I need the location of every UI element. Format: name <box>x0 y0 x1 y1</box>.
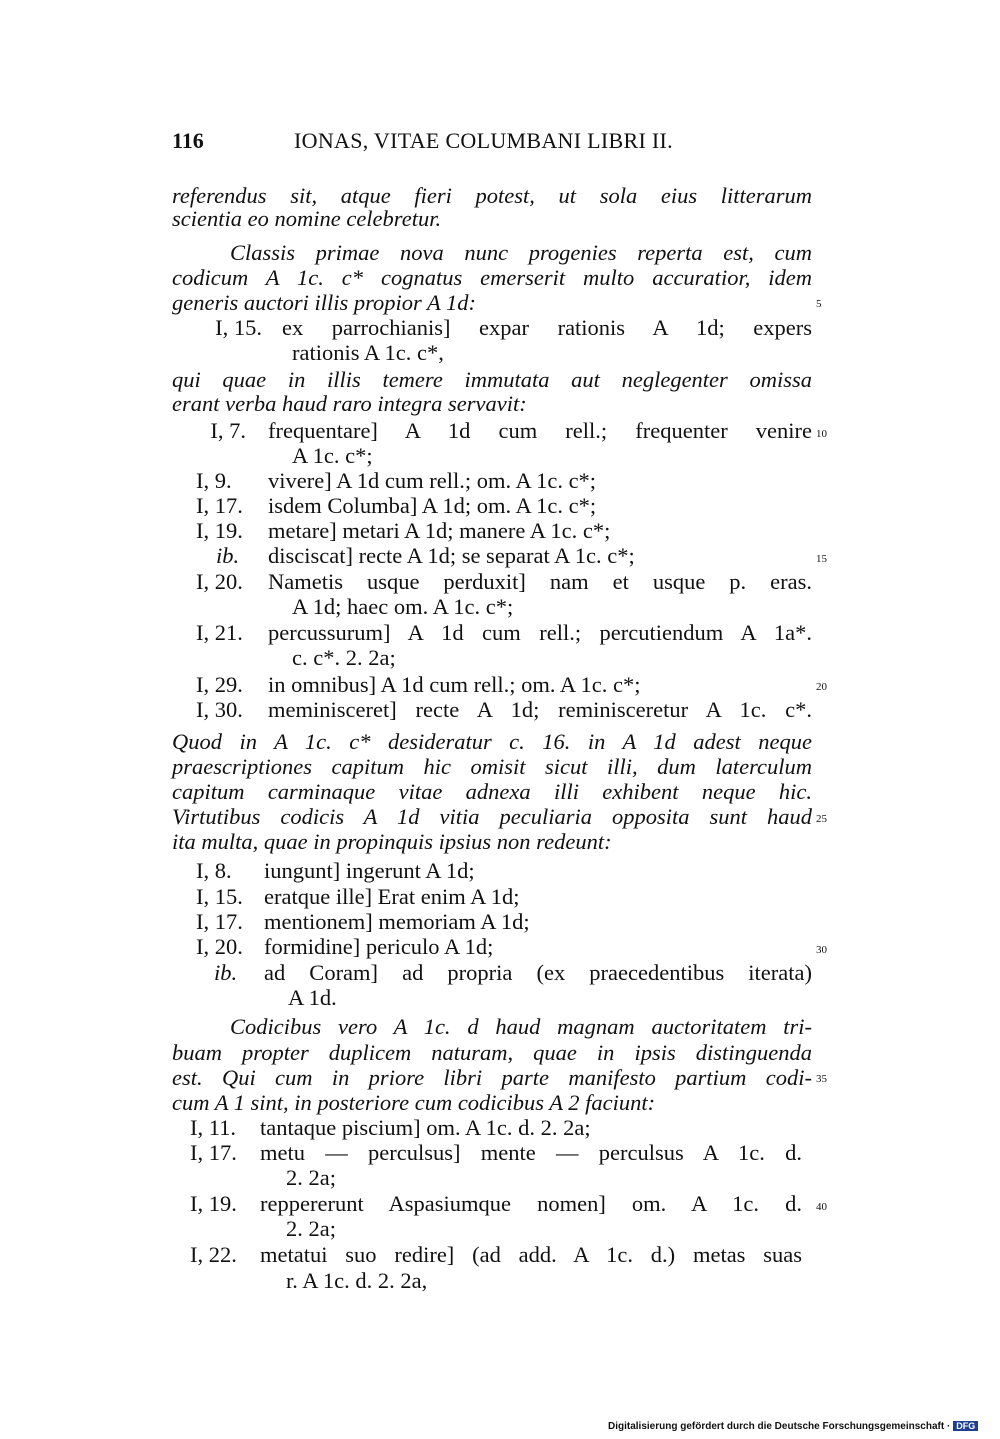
entry-text: in omnibus] A 1d cum rell.; om. A 1c. c*; <box>268 672 641 697</box>
entry-text: percussurum] A 1d cum rell.; percutiendum A 1a*. <box>268 620 812 645</box>
entry-continuation: c. c*. 2. 2a; <box>292 645 396 670</box>
entry-reference: I, 15. <box>215 315 262 340</box>
entry-continuation: 2. 2a; <box>286 1216 336 1241</box>
entry-continuation: rationis A 1c. c*, <box>292 340 444 365</box>
entry-text: disciscat] recte A 1d; se separat A 1c. c*; <box>268 543 635 568</box>
text-line: referendus sit, atque fieri potest, ut sola eius litterarum <box>172 183 812 208</box>
entry-text: ex parrochianis] expar rationis A 1d; expers <box>282 315 812 340</box>
text-line: buam propter duplicem naturam, quae in ipsis distinguenda <box>172 1040 812 1065</box>
entry-reference: I, 22. <box>190 1242 237 1267</box>
entry-continuation: 2. 2a; <box>286 1165 336 1190</box>
entry-reference: I, 19. <box>190 1191 237 1216</box>
entry-text: frequentare] A 1d cum rell.; frequenter venire <box>268 418 812 443</box>
entry-text: iungunt] ingerunt A 1d; <box>264 858 475 883</box>
text-line: erant verba haud raro integra servavit: <box>172 391 527 416</box>
entry-text: mentionem] memoriam A 1d; <box>264 909 530 934</box>
entry-reference: ib. <box>216 543 240 568</box>
entry-text: metare] metari A 1d; manere A 1c. c*; <box>268 518 611 543</box>
text-line: est. Qui cum in priore libri parte manifesto partium codi- <box>172 1065 812 1090</box>
entry-text: meminisceret] recte A 1d; reminisceretur A 1c. c*. <box>268 697 812 722</box>
line-number: 25 <box>816 813 827 825</box>
page-header <box>172 128 812 158</box>
entry-text: metatui suo redire] (ad add. A 1c. d.) metas suas <box>260 1242 802 1267</box>
entry-continuation: r. A 1c. d. 2. 2a, <box>286 1268 428 1293</box>
entry-reference: I, 17. <box>190 1140 237 1165</box>
entry-text: reppererunt Aspasiumque nomen] om. A 1c. d. <box>260 1191 802 1216</box>
text-line: ita multa, quae in propinquis ipsius non redeunt: <box>172 829 612 854</box>
entry-reference: I, 17. <box>196 909 243 934</box>
entry-reference: I, 7. <box>210 418 246 443</box>
entry-text: metu — perculsus] mente — perculsus A 1c. d. <box>260 1140 802 1165</box>
entry-reference: I, 8. <box>196 858 232 883</box>
entry-text: Nametis usque perduxit] nam et usque p. eras. <box>268 569 812 594</box>
entry-reference: I, 17. <box>196 493 243 518</box>
entry-text: formidine] periculo A 1d; <box>264 934 494 959</box>
text-line: generis auctori illis propior A 1d: <box>172 290 476 315</box>
line-number: 40 <box>816 1201 827 1213</box>
line-number: 30 <box>816 944 827 956</box>
text-line: Quod in A 1c. c* desideratur c. 16. in A 1d adest neque <box>172 729 812 754</box>
entry-reference: I, 9. <box>196 468 232 493</box>
text-line: Codicibus vero A 1c. d haud magnam auctoritatem tri- <box>230 1014 812 1039</box>
entry-continuation: A 1d. <box>288 985 337 1010</box>
line-number: 10 <box>816 428 827 440</box>
entry-text: eratque ille] Erat enim A 1d; <box>264 884 520 909</box>
entry-reference: I, 20. <box>196 934 243 959</box>
entry-reference: I, 19. <box>196 518 243 543</box>
text-line: codicum A 1c. c* cognatus emerserit multo accuratior, idem <box>172 265 812 290</box>
line-number: 5 <box>816 298 822 310</box>
entry-reference: I, 11. <box>190 1115 237 1140</box>
entry-text: vivere] A 1d cum rell.; om. A 1c. c*; <box>268 468 597 493</box>
text-line: Classis primae nova nunc progenies reperta est, cum <box>230 240 812 265</box>
text-line: scientia eo nomine celebretur. <box>172 206 442 231</box>
text-line: qui quae in illis temere immutata aut neglegenter omissa <box>172 367 812 392</box>
entry-reference: ib. <box>214 960 238 985</box>
text-line: capitum carminaque vitae adnexa illi exhibent neque hic. <box>172 779 812 804</box>
line-number: 20 <box>816 681 827 693</box>
line-number: 15 <box>816 553 827 565</box>
running-title: IONAS, VITAE COLUMBANI LIBRI II. <box>294 128 673 153</box>
entry-reference: I, 15. <box>196 884 243 909</box>
entry-reference: I, 30. <box>196 697 243 722</box>
text-line: cum A 1 sint, in posteriore cum codicibus A 2 faciunt: <box>172 1090 656 1115</box>
text-line: Virtutibus codicis A 1d vitia peculiaria opposita sunt haud <box>172 804 812 829</box>
page-number: 116 <box>172 128 204 153</box>
dfg-logo: DFG <box>953 1421 978 1431</box>
entry-text: ad Coram] ad propria (ex praecedentibus iterata) <box>264 960 812 985</box>
line-number: 35 <box>816 1073 827 1085</box>
entry-text: tantaque piscium] om. A 1c. d. 2. 2a; <box>260 1115 591 1140</box>
entry-continuation: A 1c. c*; <box>292 443 373 468</box>
funding-note: Digitalisierung gefördert durch die Deutsche Forschungsgemeinschaft · <box>608 1421 951 1432</box>
entry-text: isdem Columba] A 1d; om. A 1c. c*; <box>268 493 597 518</box>
text-line: praescriptiones capitum hic omisit sicut illi, dum laterculum <box>172 754 812 779</box>
digitization-footer <box>608 1421 978 1432</box>
entry-reference: I, 21. <box>196 620 243 645</box>
entry-reference: I, 29. <box>196 672 243 697</box>
entry-reference: I, 20. <box>196 569 243 594</box>
entry-continuation: A 1d; haec om. A 1c. c*; <box>292 594 514 619</box>
